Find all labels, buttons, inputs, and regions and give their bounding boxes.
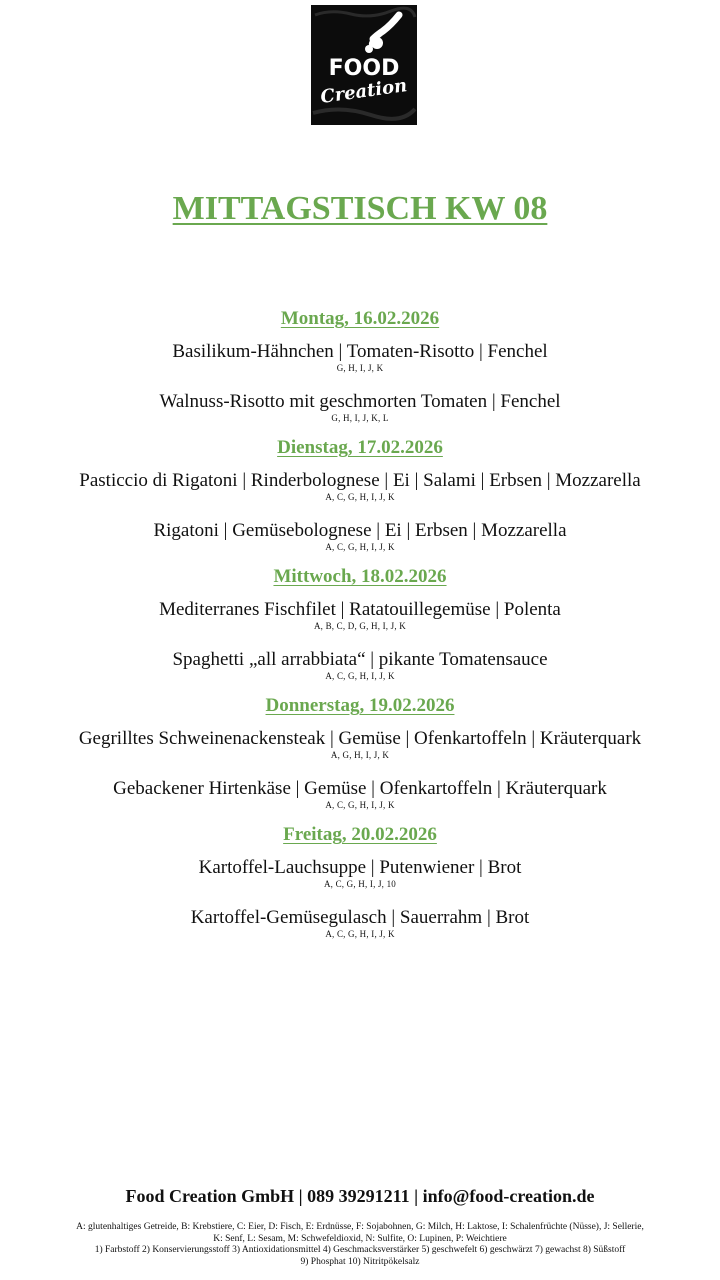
dish-name: Mediterranes Fischfilet | Ratatouillegemüse | Polenta	[159, 599, 561, 620]
dish-name: Gegrilltes Schweinenackensteak | Gemüse | Ofenkartoffeln | Kräuterquark	[78, 728, 642, 749]
legend-line: 1) Farbstoff 2) Konservierungsstoff 3) Antioxidationsmittel 4) Geschmacksverstärker 5) geschwefelt 6) geschwärzt 7) gewachst 8) Süßstoff	[94, 1245, 626, 1255]
page-title	[0, 190, 720, 228]
dish-allergens: A, C, G, H, I, J, 10	[323, 879, 396, 889]
dish-item	[0, 778, 720, 811]
dish-name: Pasticcio di Rigatoni | Rinderbolognese | Ei | Salami | Erbsen | Mozzarella	[79, 470, 641, 491]
day-heading	[0, 821, 720, 849]
dish-allergens: A, C, G, H, I, J, K	[325, 492, 395, 502]
dish-allergens: A, C, G, H, I, J, K	[325, 929, 395, 939]
dish-name: Spaghetti „all arrabbiata“ | pikante Tomatensauce	[172, 649, 548, 670]
food-creation-logo	[311, 5, 417, 125]
dish-allergens: G, H, I, J, K, L	[331, 413, 389, 423]
dish-item	[0, 391, 720, 424]
logo-text-food: FOOD	[328, 56, 400, 81]
day-heading	[0, 563, 720, 591]
day-heading-text: Montag, 16.02.2026	[280, 308, 440, 329]
dish-item	[0, 470, 720, 503]
logo-text-creation: Creation	[319, 75, 409, 108]
dish-name: Rigatoni | Gemüsebolognese | Ei | Erbsen | Mozzarella	[153, 520, 567, 541]
dish-name: Gebackener Hirtenkäse | Gemüse | Ofenkartoffeln | Kräuterquark	[113, 778, 607, 799]
day-heading	[0, 434, 720, 462]
day-heading-text: Mittwoch, 18.02.2026	[273, 566, 447, 587]
dish-item	[0, 857, 720, 890]
dish-item	[0, 341, 720, 374]
dish-item	[0, 728, 720, 761]
dish-allergens: G, H, I, J, K	[336, 363, 384, 373]
dish-item	[0, 907, 720, 940]
day-heading-text: Freitag, 20.02.2026	[283, 824, 437, 845]
dish-allergens: A, C, G, H, I, J, K	[325, 800, 395, 810]
day-heading	[0, 692, 720, 720]
dish-name: Basilikum-Hähnchen | Tomaten-Risotto | Fenchel	[172, 341, 548, 362]
legend-line: K: Senf, L: Sesam, M: Schwefeldioxid, N: Sulfite, O: Lupinen, P: Weichtiere	[213, 1233, 507, 1244]
dish-name: Walnuss-Risotto mit geschmorten Tomaten | Fenchel	[159, 391, 561, 412]
allergen-legend	[10, 1222, 710, 1268]
day-heading-text: Dienstag, 17.02.2026	[277, 437, 443, 458]
dish-name: Kartoffel-Gemüsegulasch | Sauerrahm | Brot	[190, 907, 530, 928]
dish-allergens: A, C, G, H, I, J, K	[325, 542, 395, 552]
page-title-text: MITTAGSTISCH KW 08	[172, 190, 548, 227]
dish-name: Kartoffel-Lauchsuppe | Putenwiener | Brot	[198, 857, 522, 878]
day-section	[0, 692, 720, 811]
dish-item	[0, 520, 720, 553]
dish-allergens: A, C, G, H, I, J, K	[325, 671, 395, 681]
legend-line: A: glutenhaltiges Getreide, B: Krebstiere, C: Eier, D: Fisch, E: Erdnüsse, F: Sojabohnen, G: Milch, H: Laktose, I: Schalenfrüchte (Nüsse), J: Sellerie,	[76, 1222, 644, 1232]
day-heading	[0, 305, 720, 333]
legend-line: 9) Phosphat 10) Nitritpökelsalz	[300, 1256, 420, 1267]
day-section	[0, 821, 720, 940]
day-section	[0, 305, 720, 424]
weekly-menu	[0, 305, 720, 940]
day-section	[0, 434, 720, 553]
company-contact: Food Creation GmbH | 089 39291211 | info@food-creation.de	[125, 1186, 595, 1206]
dish-allergens: A, B, C, D, G, H, I, J, K	[313, 621, 406, 631]
dish-item	[0, 649, 720, 682]
dish-item	[0, 599, 720, 632]
logo-icon	[311, 5, 417, 125]
dish-allergens: A, G, H, I, J, K	[330, 750, 390, 760]
day-heading-text: Donnerstag, 19.02.2026	[265, 695, 455, 716]
day-section	[0, 563, 720, 682]
